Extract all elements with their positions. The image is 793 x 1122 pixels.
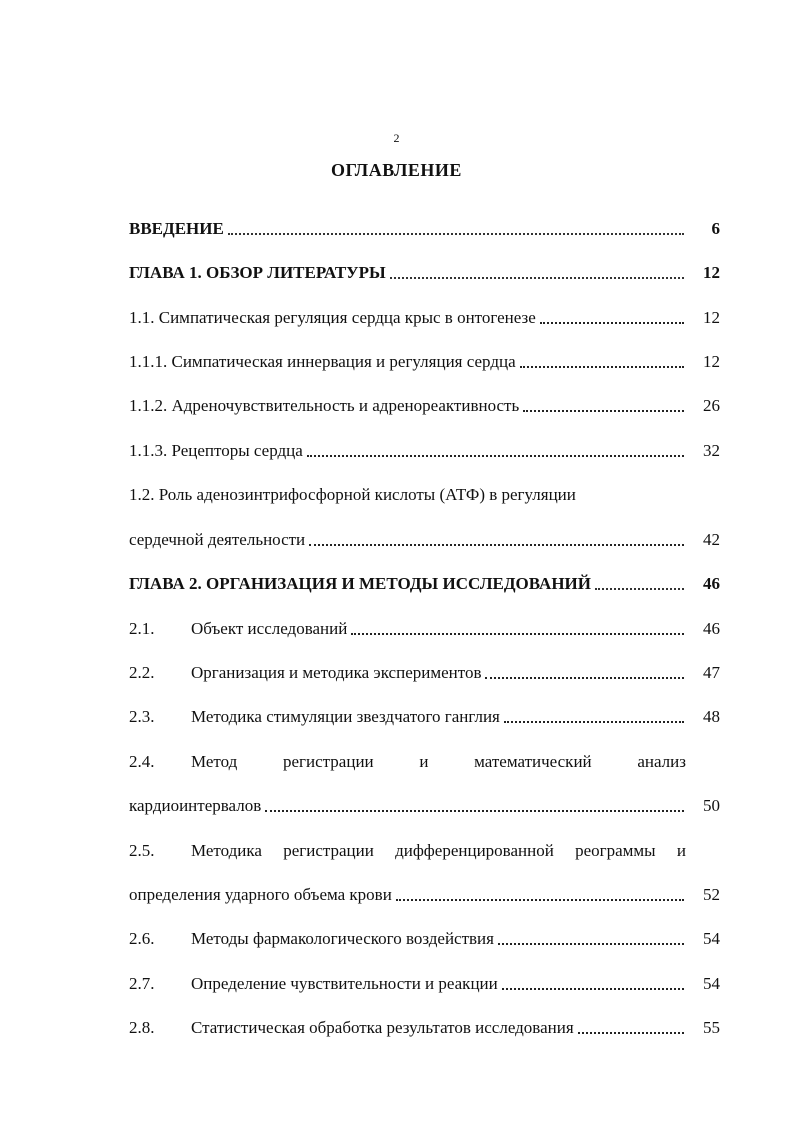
- toc-entry-number: 2.2.: [129, 663, 155, 682]
- toc-entry-introduction[interactable]: [129, 216, 720, 242]
- toc-entry-page: 32: [703, 441, 720, 460]
- toc-entry-2-2[interactable]: [129, 660, 720, 686]
- toc-entry-1-1-1[interactable]: [129, 349, 720, 375]
- toc-entry-text: 1.1.2. Адреночувствительность и адренореактивность: [129, 396, 520, 415]
- toc-entry-2-6[interactable]: [129, 926, 720, 952]
- toc-entry-number: 2.5.: [129, 841, 155, 860]
- dot-leader: [578, 1031, 684, 1034]
- dot-leader: [520, 365, 684, 368]
- toc-entry-1-2-continuation[interactable]: [129, 527, 720, 553]
- toc-entry-text: ВВЕДЕНИЕ: [129, 219, 224, 238]
- dot-leader: [498, 942, 684, 945]
- toc-entry-page: 55: [703, 1018, 720, 1037]
- toc-word: и: [419, 752, 429, 771]
- toc-word: и: [676, 841, 686, 860]
- dot-leader: [390, 276, 684, 279]
- toc-entry-2-4-continuation[interactable]: [129, 793, 720, 819]
- toc-entry-text: Организация и методика экспериментов: [191, 663, 482, 682]
- toc-entry-page: 50: [703, 796, 720, 815]
- toc-entry-2-7[interactable]: [129, 971, 720, 997]
- toc-entry-text: Методика стимуляции звездчатого ганглия: [191, 707, 500, 726]
- toc-entry-chapter-2[interactable]: [129, 571, 720, 597]
- toc-entry-page: 47: [703, 663, 720, 682]
- toc-entry-page: 6: [711, 219, 720, 238]
- toc-entry-text: [191, 749, 720, 775]
- toc-entry-chapter-1[interactable]: [129, 260, 720, 286]
- toc-entry-page: 42: [703, 530, 720, 549]
- toc-entry-text: ГЛАВА 2. ОРГАНИЗАЦИЯ И МЕТОДЫ ИССЛЕДОВАНИЙ: [129, 574, 591, 593]
- dot-leader: [265, 809, 684, 812]
- toc-entry-text: Статистическая обработка результатов исследования: [191, 1018, 574, 1037]
- dot-leader: [540, 321, 684, 324]
- toc-entry-number: 2.6.: [129, 929, 155, 948]
- toc-title: ОГЛАВЛЕНИЕ: [331, 160, 462, 180]
- toc-word: реограммы: [575, 841, 656, 860]
- toc-entry-page: 48: [703, 707, 720, 726]
- dot-leader: [485, 676, 684, 679]
- toc-entry-2-8[interactable]: [129, 1015, 720, 1041]
- dot-leader: [307, 454, 684, 457]
- toc-entry-text-continued: сердечной деятельности: [129, 530, 306, 549]
- toc-entry-text: Объект исследований: [191, 619, 348, 638]
- page-number: 2: [393, 131, 400, 145]
- toc-word: регистрации: [283, 841, 374, 860]
- toc-entry-page: 26: [703, 396, 720, 415]
- toc-entry-page: 12: [703, 263, 720, 282]
- toc-entry-1-1-2[interactable]: [129, 393, 720, 419]
- toc-entry-number: 2.1.: [129, 619, 155, 638]
- toc-entry-text: 1.1.1. Симпатическая иннервация и регуляция сердца: [129, 352, 516, 371]
- dot-leader: [595, 587, 684, 590]
- toc-word: математический: [474, 752, 592, 771]
- toc-word: Методика: [191, 841, 262, 860]
- toc-entry-1-1-3[interactable]: [129, 438, 720, 464]
- dot-leader: [309, 543, 684, 546]
- toc-entry-page: 46: [703, 619, 720, 638]
- toc-entry-number: 2.3.: [129, 707, 155, 726]
- toc-entry-text: 1.2. Роль аденозинтрифосфорной кислоты (АТФ) в регуляции: [129, 485, 576, 504]
- dot-leader: [228, 232, 684, 235]
- dot-leader: [523, 409, 684, 412]
- toc-entry-text: 1.1.3. Рецепторы сердца: [129, 441, 303, 460]
- toc-entry-page: 12: [703, 308, 720, 327]
- toc-entry-page: 54: [703, 974, 720, 993]
- toc-word: дифференцированной: [395, 841, 554, 860]
- dot-leader: [502, 987, 684, 990]
- toc-entry-text: Методы фармакологического воздействия: [191, 929, 494, 948]
- toc-entry-number: 2.4.: [129, 752, 155, 771]
- toc-word: Метод: [191, 752, 238, 771]
- toc-entry-page: 54: [703, 929, 720, 948]
- toc-entry-page: 12: [703, 352, 720, 371]
- toc-entry-number: 2.7.: [129, 974, 155, 993]
- toc-entry-1-1[interactable]: [129, 305, 720, 331]
- toc-entry-2-3[interactable]: [129, 704, 720, 730]
- toc-entry-text-continued: кардиоинтервалов: [129, 796, 262, 815]
- toc-entry-text: Определение чувствительности и реакции: [191, 974, 498, 993]
- toc-entry-1-2[interactable]: [129, 482, 720, 508]
- toc-entry-page: 52: [703, 885, 720, 904]
- toc-entry-text: 1.1. Симпатическая регуляция сердца крыс в онтогенезе: [129, 308, 536, 327]
- toc-entry-2-1[interactable]: [129, 616, 720, 642]
- toc-entry-2-4[interactable]: [129, 749, 720, 775]
- toc-word: регистрации: [283, 752, 374, 771]
- toc-entry-text-continued: определения ударного объема крови: [129, 885, 392, 904]
- toc-entry-text: [191, 838, 720, 864]
- toc-entry-2-5[interactable]: [129, 838, 720, 864]
- toc-word: анализ: [637, 752, 686, 771]
- dot-leader: [396, 898, 684, 901]
- toc-entry-number: 2.8.: [129, 1018, 155, 1037]
- toc-entry-text: ГЛАВА 1. ОБЗОР ЛИТЕРАТУРЫ: [129, 263, 386, 282]
- dot-leader: [351, 632, 684, 635]
- dot-leader: [504, 720, 684, 723]
- toc-entry-2-5-continuation[interactable]: [129, 882, 720, 908]
- toc-entry-page: 46: [703, 574, 720, 593]
